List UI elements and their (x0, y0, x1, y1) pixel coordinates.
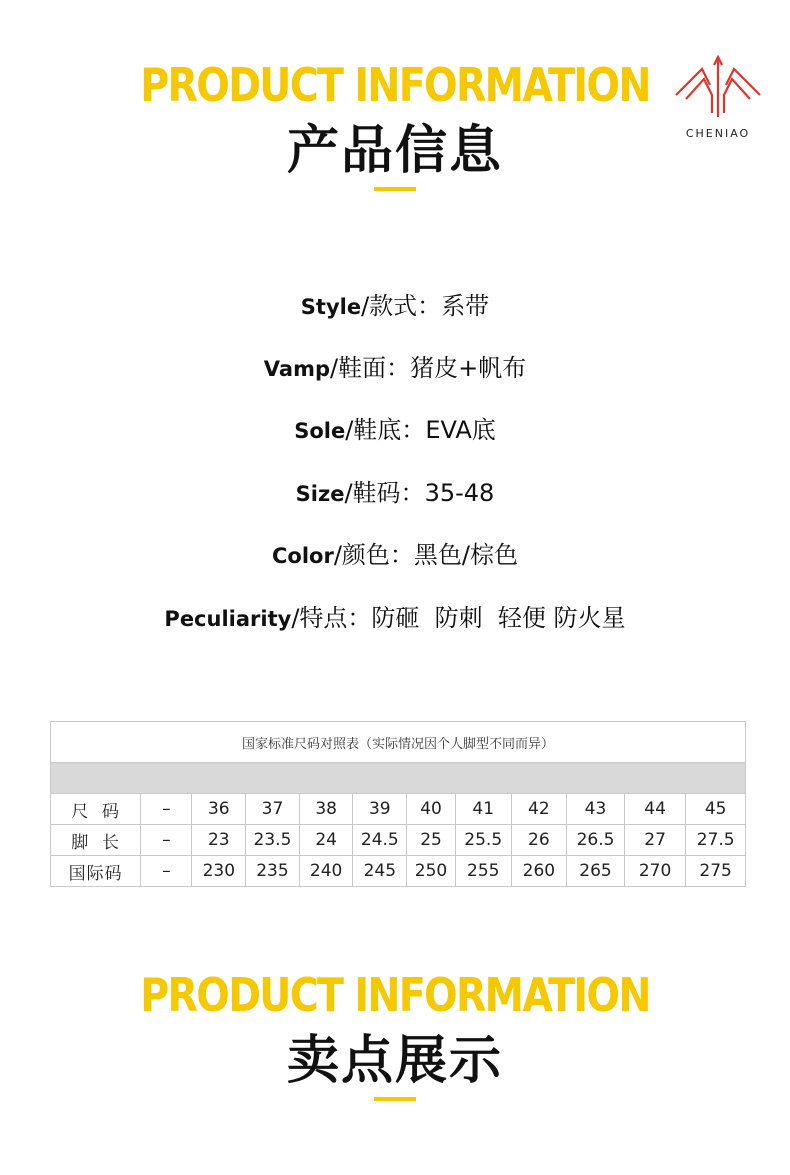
header-title-cn: 产品信息 (286, 121, 503, 181)
table-cell: 38 (299, 794, 353, 825)
table-cell: 23 (192, 825, 246, 856)
spec-label-cn: /鞋底： (345, 416, 426, 444)
spec-value: 黑色/棕色 (413, 541, 518, 569)
table-cell: 44 (624, 794, 685, 825)
table-cell: 45 (686, 794, 746, 825)
size-chart-spacer (51, 763, 746, 794)
spec-label-en: Color (271, 544, 334, 568)
table-cell: 27.5 (686, 825, 746, 856)
brand-logo (672, 55, 764, 145)
spec-label-cn: /鞋码： (344, 479, 425, 507)
table-cell: 275 (686, 856, 746, 887)
table-cell: 42 (511, 794, 567, 825)
table-cell: 250 (407, 856, 456, 887)
table-cell: 24 (299, 825, 353, 856)
spec-line-color (0, 535, 790, 570)
spec-value: 系带 (441, 292, 490, 320)
table-cell: 24.5 (353, 825, 407, 856)
table-cell: 41 (455, 794, 511, 825)
spec-label-cn: /鞋面： (330, 354, 411, 382)
spec-label-cn: /颜色： (333, 541, 414, 569)
bird-wings-logo-icon (672, 55, 764, 125)
table-row-size (51, 794, 746, 825)
table-cell: 37 (246, 794, 300, 825)
table-cell: 23.5 (246, 825, 300, 856)
spec-value: EVA底 (425, 416, 496, 444)
table-cell: 235 (246, 856, 300, 887)
row-dash: – (141, 825, 192, 856)
table-cell: 43 (567, 794, 625, 825)
table-cell: 25 (407, 825, 456, 856)
table-cell: 36 (192, 794, 246, 825)
spec-line-size (0, 473, 790, 508)
table-cell: 260 (511, 856, 567, 887)
table-cell: 230 (192, 856, 246, 887)
row-dash: – (141, 794, 192, 825)
spec-label-en: Sole (294, 419, 346, 443)
table-row-foot-length (51, 825, 746, 856)
spec-line-style (0, 286, 790, 321)
table-cell: 40 (407, 794, 456, 825)
table-cell: 26 (511, 825, 567, 856)
header-accent-bar (374, 187, 416, 191)
spec-label-cn: /款式： (361, 292, 442, 320)
row-label: 脚 长 (51, 825, 141, 856)
table-cell: 270 (624, 856, 685, 887)
row-dash: – (141, 856, 192, 887)
spec-label-en: Size (295, 482, 345, 506)
size-chart-table (50, 721, 746, 887)
spec-value: 猪皮+帆布 (410, 354, 527, 382)
spec-line-sole (0, 410, 790, 445)
table-cell: 240 (299, 856, 353, 887)
table-cell: 255 (455, 856, 511, 887)
spec-value: 防砸 防刺 轻便 防火星 (371, 604, 626, 632)
table-cell: 265 (567, 856, 625, 887)
brand-logo-text: CHENIAO (685, 127, 751, 140)
table-cell: 245 (353, 856, 407, 887)
table-cell: 26.5 (567, 825, 625, 856)
size-chart-title: 国家标准尺码对照表（实际情况因个人脚型不同而异） (51, 722, 746, 763)
spec-line-peculiarity (0, 598, 790, 633)
table-cell: 39 (353, 794, 407, 825)
spec-label-cn: /特点： (291, 604, 372, 632)
footer-title-en: PRODUCT INFORMATION (140, 968, 650, 1022)
row-label: 尺 码 (51, 794, 141, 825)
spec-value: 35-48 (424, 479, 495, 507)
spec-label-en: Vamp (263, 357, 330, 381)
footer-title-cn: 卖点展示 (286, 1031, 503, 1091)
footer-accent-bar (374, 1097, 416, 1101)
spec-line-vamp (0, 348, 790, 383)
header-title-en: PRODUCT INFORMATION (140, 58, 650, 112)
spec-label-en: Peculiarity (164, 607, 292, 631)
table-row-international (51, 856, 746, 887)
spec-label-en: Style (300, 295, 362, 319)
table-cell: 25.5 (455, 825, 511, 856)
table-cell: 27 (624, 825, 685, 856)
row-label: 国际码 (51, 856, 141, 887)
